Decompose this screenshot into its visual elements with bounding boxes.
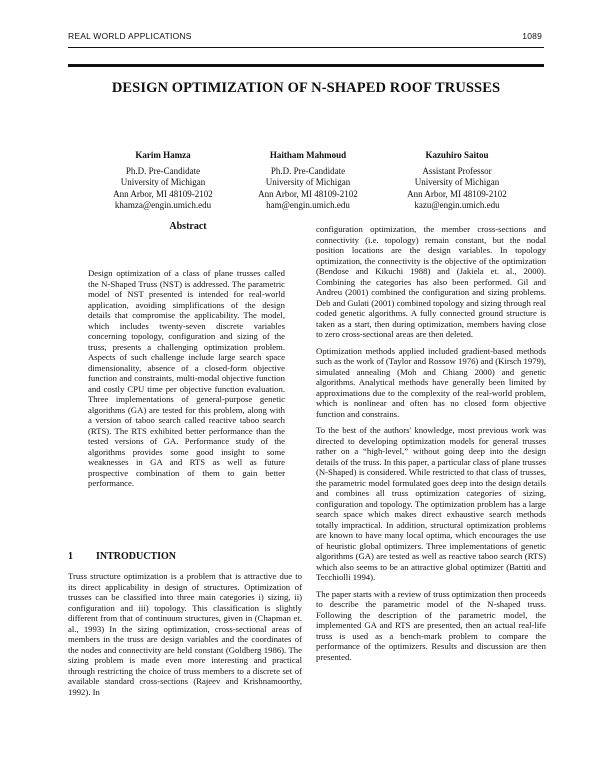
author-org: University of Michigan bbox=[414, 177, 500, 188]
author-org: University of Michigan bbox=[120, 177, 206, 188]
author-block bbox=[382, 150, 532, 211]
paragraph: The paper starts with a review of truss optimization then proceeds to describe the parametric model of the N-shaped truss. Following the description of the parametric model, the implemented GA and RTS are presented, then an actual real-life truss is used as a bench-mark problem to compare the performance of the optimizers. Results and discussion are then presented. bbox=[316, 588, 546, 662]
paper-title: DESIGN OPTIMIZATION OF N-SHAPED ROOF TRUSSES bbox=[111, 80, 501, 96]
author-block bbox=[233, 150, 383, 211]
author-address: Ann Arbor, MI 48109-2102 bbox=[258, 188, 358, 199]
right-column bbox=[316, 224, 546, 668]
section-title: INTRODUCTION bbox=[96, 551, 177, 562]
author-email: khamza@engin.umich.edu bbox=[114, 199, 212, 210]
author-address: Ann Arbor, MI 48109-2102 bbox=[407, 188, 507, 199]
author-org: University of Michigan bbox=[265, 177, 351, 188]
author-name: Karim Hamza bbox=[135, 150, 191, 160]
page-number: 1089 bbox=[522, 31, 542, 41]
abstract-body: Design optimization of a class of plane trusses called the N-Shaped Truss (NST) is addressed. The parametric model of NST presented is intended for real-world application, avoiding simplifications of the design details that compromise the applicability. The model, which includes twenty-seven discrete variables concerning topology, configuration and sizing of the truss, presents a challenging optimization problem. Aspects of such challenge include large search space dimensionality, absence of a closed-form objective function and constraints, multi-modal objective function and costly CPU time per objective function evaluation. Three implementations of general-purpose genetic algorithms (GA) are tested for this problem, along with a version of taboo search called reactive taboo search (RTS). The RTS exhibited better performance than the tested versions of GA. Performance study of the algorithms provides some good insight to some weaknesses in GA and RTS as well as future prospective combination of them to gain better performance. bbox=[88, 268, 285, 488]
author-name: Haitham Mahmoud bbox=[269, 150, 347, 160]
section-number: 1 bbox=[68, 551, 73, 562]
title-rule bbox=[68, 64, 544, 67]
author-role: Ph.D. Pre-Candidate bbox=[270, 166, 346, 177]
introduction-paragraph: Truss structure optimization is a problem that is attractive due to its direct applicability in design of structures. Optimization of trusses can be classified into three main categories i) sizing, ii) configuration and iii) topology. This classification is slightly different from that of continuum structures, given in (Chapman et. al., 1993) In the sizing optimization, cross-sectional areas of members in the truss are design variables and the coordinates of the nodes and connectivity are held constant (Goldberg 1986). The sizing problem is made even more interesting and practical through restricting the choice of truss members to a discrete set of available standard cross-sections (Rajeev and Krishnamoorthy, 1992). In bbox=[68, 571, 302, 697]
section-heading-introduction bbox=[68, 551, 176, 562]
author-name: Kazuhiro Saitou bbox=[425, 150, 489, 160]
paragraph: Optimization methods applied included gradient-based methods such as the work of (Taylor and Rossow 1976) and (Kirsch 1979), simulated annealing (Moh and Chiang 2000) and genetic algorithms. Analytical methods have generally been limited by approximations due to the complexity of the real-world problem, which is nonlinear and often has no closed form objective function and constrains. bbox=[316, 345, 546, 419]
author-address: Ann Arbor, MI 48109-2102 bbox=[113, 188, 213, 199]
author-role: Assistant Professor bbox=[422, 166, 492, 177]
author-role: Ph.D. Pre-Candidate bbox=[125, 166, 201, 177]
author-email: ham@engin.umich.edu bbox=[266, 199, 350, 210]
paragraph: To the best of the authors' knowledge, most previous work was directed to developing optimization models for general trusses rather on a “high-level,” without going deep into the design details of the truss. In this paper, a particular class of plane trusses (N-Shaped) is considered. While restricted to that class of trusses, the parametric model formulated goes deep into the design details and combines all truss optimization categories of sizing, configuration and topology. The optimization problem has a large search space which makes direct exhaustive search methods totally impractical. In addition, structural optimization problems are known to have many local optima, which encourages the use of heuristic global optimizers. Three implementations of genetic algorithms (GA) are tested as well as reactive taboo search (RTS) which also seems to be an attractive global optimizer (Battiti and Tecchiolli 1994). bbox=[316, 425, 546, 582]
author-email: kazu@engin.umich.edu bbox=[414, 199, 500, 210]
header-rule bbox=[68, 47, 544, 48]
running-title: REAL WORLD APPLICATIONS bbox=[68, 31, 192, 41]
paragraph: configuration optimization, the member cross-sections and connectivity (i.e. topology) remain constant, but the nodal position locations are the design variables. In topology optimization, the connectivity is the objective of the optimization (Bendose and Kikuchi 1988) and (Jakiela et. al., 2000). Combining the categories has also been performed. Gil and Andreu (2001) combined the configuration and sizing problems. Deb and Gulati (2001) combined topology and sizing through real coded genetic algorithms. A fully connected ground structure is taken as a start, then during optimization, members having close to zero cross-sectional areas are then deleted. bbox=[316, 224, 546, 339]
abstract-heading: Abstract bbox=[169, 221, 207, 232]
author-block bbox=[88, 150, 238, 211]
